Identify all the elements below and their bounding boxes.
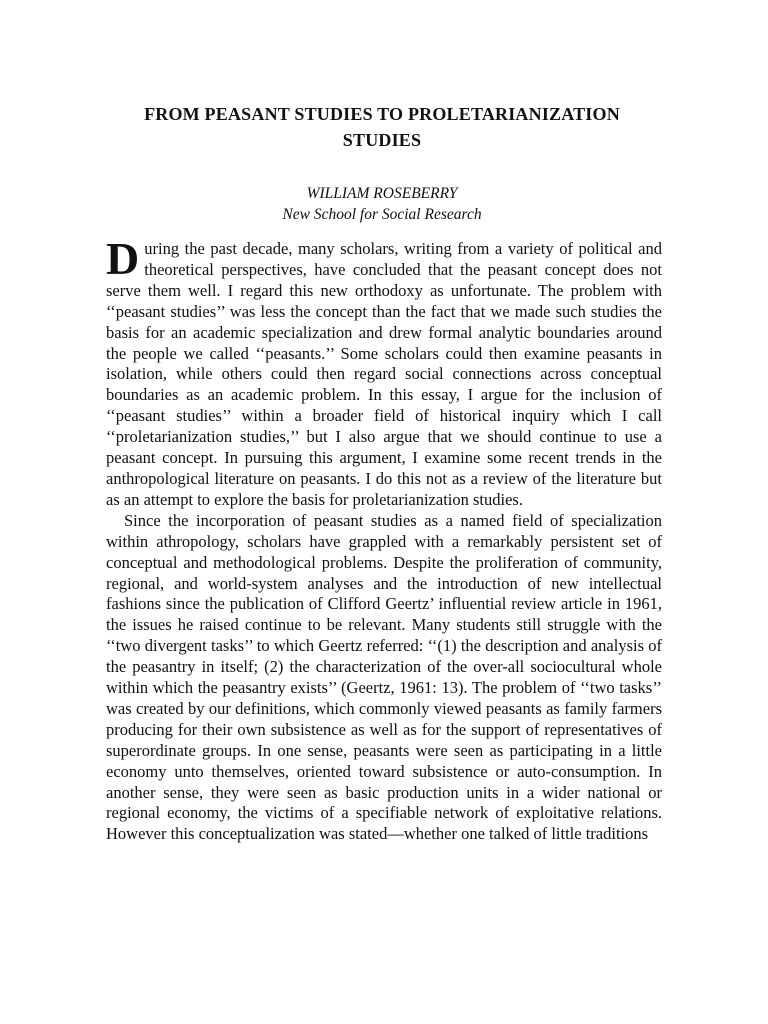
- body-paragraph: [106, 233, 662, 511]
- author-name: WILLIAM ROSEBERRY: [306, 185, 458, 202]
- drop-cap: D: [106, 233, 140, 284]
- paragraph-text: uring the past decade, many scholars, writing from a variety of political and theoretical perspectives, have concluded that the peasant concept does not serve them well. I regard this new orthodoxy as unfortunate. The problem with ‘‘peasant studies’’ was less the concept than the fact that we made such studies the basis for an academic specialization and drew formal analytic boundaries around the people we called ‘‘peasants.’’ Some scholars could then examine peasants in isolation, while others could then regard social connections across conceptual boundaries as an academic problem. In this essay, I argue for the inclusion of ‘‘peasant studies’’ within a broader field of historical inquiry which I call ‘‘proletarianization studies,’’ but I also argue that we should continue to use a peasant concept. In pursuing this argument, I examine some recent trends in the anthropological literature on peasants. I do this not as a review of the literature but as an attempt to explore the basis for proletarianization studies.: [106, 239, 662, 509]
- body-paragraph: Since the incorporation of peasant studies as a named field of specialization within athropology, scholars have grappled with a remarkably persistent set of conceptual and methodological problems. Despite the proliferation of community, regional, and world-system analyses and the introduction of new intellectual fashions since the publication of Clifford Geertz’ influential review article in 1961, the issues he raised continue to be relevant. Many students still struggle with the ‘‘two divergent tasks’’ to which Geertz referred: ‘‘(1) the description and analysis of the peasantry in itself; (2) the characterization of the over-all sociocultural whole within which the peasantry exists’’ (Geertz, 1961: 13). The problem of ‘‘two tasks’’ was created by our definitions, which commonly viewed peasants as family farmers producing for their own subsistence as well as for the support of representatives of superordinate groups. In one sense, peasants were seen as participating in a little economy unto themselves, oriented toward subsistence or auto-consumption. In another sense, they were seen as basic production units in a wider national or regional economy, the victims of a specifiable network of exploitative relations. However this conceptualization was stated—whether one talked of little traditions: [106, 510, 662, 844]
- author-block: [104, 183, 660, 225]
- article-title: FROM PEASANT STUDIES TO PROLETARIANIZATION STUDIES: [144, 104, 620, 150]
- author-affiliation: New School for Social Research: [282, 206, 482, 223]
- article-body: [106, 233, 662, 845]
